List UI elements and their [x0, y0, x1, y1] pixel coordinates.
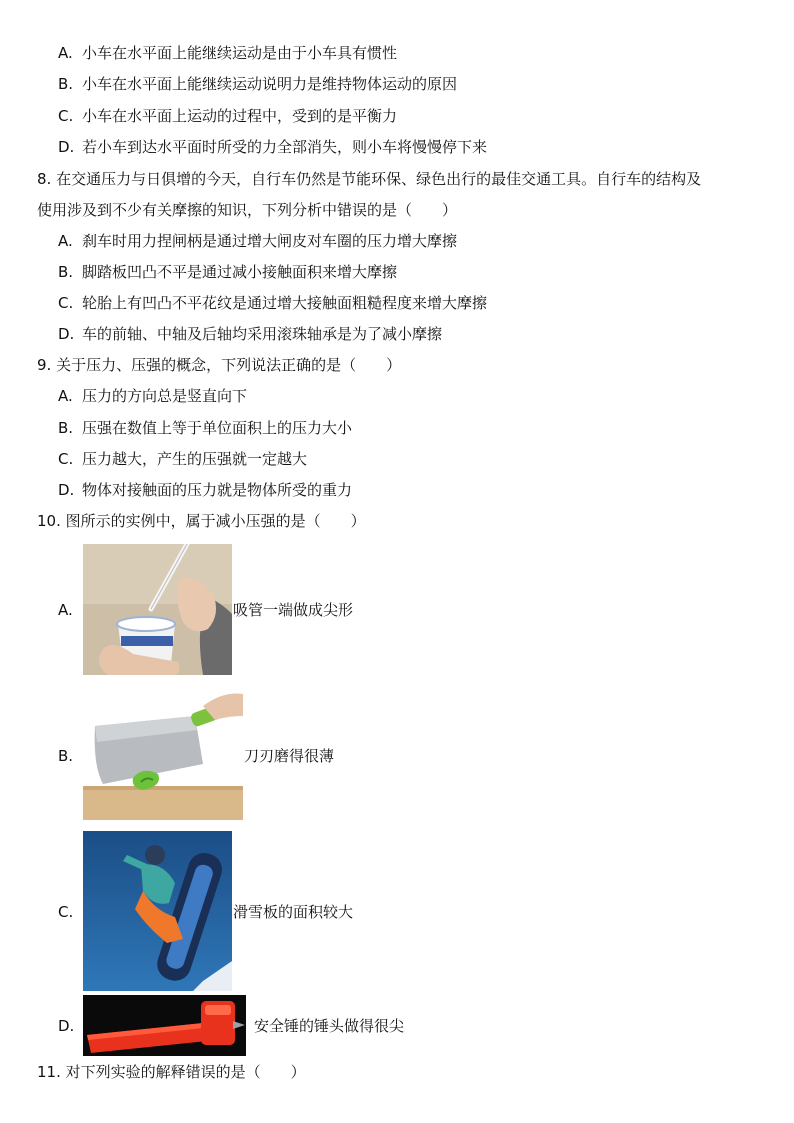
- option-caption: 吸管一端做成尖形: [233, 601, 354, 619]
- option-caption: 刀刃磨得很薄: [244, 747, 335, 765]
- option-text: 压力越大，产生的压强就一定越大: [82, 450, 308, 468]
- option-letter: C.: [58, 903, 74, 921]
- option-text: 若小车到达水平面时所受的力全部消失，则小车将慢慢停下来: [82, 138, 488, 156]
- option-letter: B.: [58, 263, 74, 281]
- option-letter: A.: [58, 44, 73, 62]
- option-text: 轮胎上有凹凸不平花纹是通过增大接触面粗糙程度来增大摩擦: [82, 294, 488, 312]
- option-text: 压强在数值上等于单位面积上的压力大小: [82, 419, 353, 437]
- option-text: 车的前轴、中轴及后轴均采用滚珠轴承是为了减小摩擦: [82, 325, 443, 343]
- option-letter: D.: [58, 138, 75, 156]
- option-letter: D.: [58, 325, 75, 343]
- option-letter: C.: [58, 294, 74, 312]
- knife-cutting-illustration: [83, 686, 243, 820]
- q8-stem-line1: 8. 在交通压力与日俱增的今天，自行车仍然是节能环保、绿色出行的最佳交通工具。自行车的结构及: [37, 170, 702, 188]
- option-letter: D.: [58, 481, 75, 499]
- knife-cutting-photo: [83, 686, 243, 820]
- option-text: 小车在水平面上运动的过程中，受到的是平衡力: [82, 107, 398, 125]
- option-text: 物体对接触面的压力就是物体所受的重力: [82, 481, 353, 499]
- snowboard-illustration: [83, 831, 232, 991]
- option-caption: 滑雪板的面积较大: [233, 903, 354, 921]
- option-text: 压力的方向总是竖直向下: [82, 387, 248, 405]
- q9-stem: 9. 关于压力、压强的概念，下列说法正确的是（ ）: [37, 356, 402, 374]
- option-caption: 安全锤的锤头做得很尖: [254, 1017, 405, 1035]
- safety-hammer-photo: [83, 995, 246, 1056]
- option-text: 小车在水平面上能继续运动说明力是维持物体运动的原因: [82, 75, 458, 93]
- option-letter: A.: [58, 232, 73, 250]
- option-letter: A.: [58, 387, 73, 405]
- option-text: 小车在水平面上能继续运动是由于小车具有惯性: [82, 44, 398, 62]
- option-letter: C.: [58, 107, 74, 125]
- option-letter: C.: [58, 450, 74, 468]
- option-text: 刹车时用力捏闸柄是通过增大闸皮对车圈的压力增大摩擦: [82, 232, 458, 250]
- q10-stem: 10. 图所示的实例中，属于减小压强的是（ ）: [37, 512, 366, 530]
- straw-yogurt-illustration: [83, 544, 232, 675]
- option-text: 脚踏板凹凸不平是通过减小接触面积来增大摩擦: [82, 263, 398, 281]
- option-letter: B.: [58, 419, 74, 437]
- snowboard-photo: [83, 831, 232, 991]
- straw-yogurt-photo: [83, 544, 232, 675]
- q8-stem-line2: 使用涉及到不少有关摩擦的知识，下列分析中错误的是（ ）: [37, 201, 458, 219]
- option-letter: B.: [58, 747, 74, 765]
- option-letter: B.: [58, 75, 74, 93]
- q11-stem: 11. 对下列实验的解释错误的是（ ）: [37, 1063, 306, 1081]
- option-letter: A.: [58, 601, 73, 619]
- safety-hammer-illustration: [83, 995, 246, 1056]
- option-letter: D.: [58, 1017, 75, 1035]
